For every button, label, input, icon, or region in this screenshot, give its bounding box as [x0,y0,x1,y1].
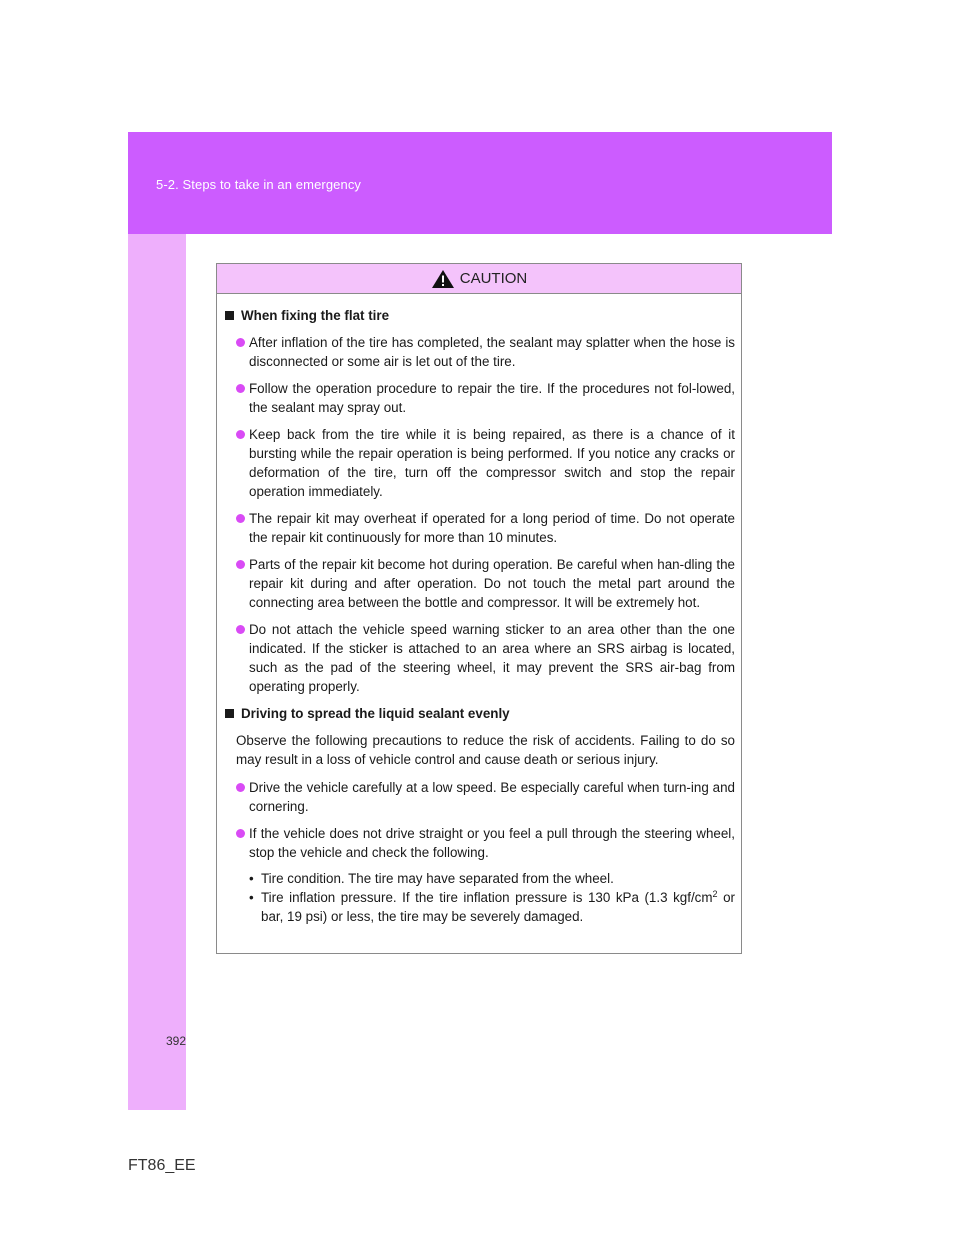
sidebar-band [128,234,186,1110]
sub-list [223,869,735,926]
list-item: Keep back from the tire while it is being repaired, as there is a chance of it bursting while the repair operation is being performed. If you notice any cracks or deformation of the tire, turn off the compressor switch and stop the repair operation immediately. [223,425,735,501]
section-title: 5-2. Steps to take in an emergency [156,177,362,192]
list-item: The repair kit may overheat if operated for a long period of time. Do not operate the repair kit continuously for more than 10 minutes. [223,509,735,547]
caution-header [217,264,741,294]
square-bullet-icon [225,709,234,718]
list-item: After inflation of the tire has completed, the sealant may splatter when the hose is disconnected or some air is let out of the tire. [223,333,735,371]
intro-paragraph: Observe the following precautions to reduce the risk of accidents. Failing to do so may result in a loss of vehicle control and cause death or serious injury. [236,733,735,767]
sub-item: • Tire condition. The tire may have separated from the wheel. [249,871,614,886]
document-code: FT86_EE [128,1157,196,1174]
square-bullet-icon [225,311,234,320]
bullet-dot-icon [236,384,245,393]
bullet-dot-icon [236,783,245,792]
section-heading: When fixing the flat tire [223,306,735,325]
caution-box [216,263,742,954]
bullet-dot-icon [236,514,245,523]
caution-title: CAUTION [459,270,528,287]
bullet-dot-icon [236,625,245,634]
sub-item: • Tire inflation pressure. If the tire inflation pressure is 130 kPa (1.3 kgf/$cm^2$ or bar, 19 psi) or less, the tire may be severely damaged. [249,889,735,924]
bullet-dot-icon [236,560,245,569]
bullet-dot-icon [236,829,245,838]
bullet-dot-icon [236,430,245,439]
bullet-dot-icon [236,338,245,347]
list-item: If the vehicle does not drive straight or you feel a pull through the steering wheel, stop the vehicle and check the following. [223,824,735,862]
list-item: Drive the vehicle carefully at a low speed. Be especially careful when turn-ing and cornering. [223,778,735,816]
list-item: Parts of the repair kit become hot during operation. Be careful when han-dling the repair kit during and after operation. Do not touch the metal part around the connecting area between the bottle and compressor. It will be extremely hot. [223,555,735,612]
caution-body [217,294,741,926]
warning-triangle-icon [431,269,455,289]
page-number: 392 [165,1034,186,1048]
list-item: Do not attach the vehicle speed warning sticker to an area other than the one indicated. If the sticker is attached to an area where an SRS airbag is located, such as the pad of the steering wheel, it may prevent the SRS air-bag from operating properly. [223,620,735,696]
section-heading: Driving to spread the liquid sealant evenly [223,704,735,723]
list-item: Follow the operation procedure to repair the tire. If the procedures not fol-lowed, the sealant may spray out. [223,379,735,417]
